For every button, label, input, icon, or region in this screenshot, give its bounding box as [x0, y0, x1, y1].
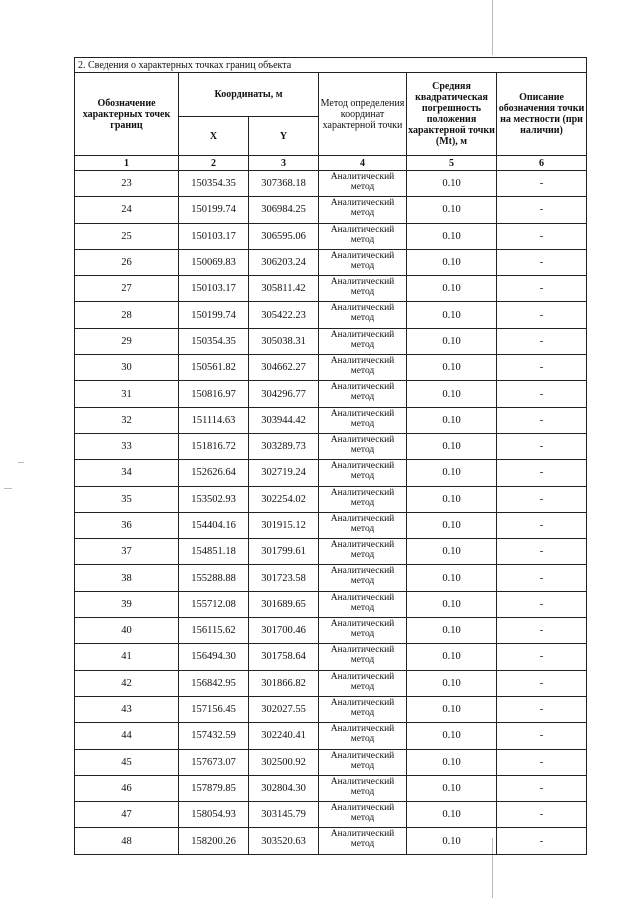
scan-artifact — [18, 462, 24, 463]
method-cell: Аналитический метод — [319, 749, 407, 775]
error-cell: 0.10 — [407, 591, 497, 617]
error-cell: 0.10 — [407, 486, 497, 512]
point-id-cell: 36 — [75, 512, 179, 538]
header-error: Средняя квадратическая погрешность положения характерной точки (Mt), м — [407, 73, 497, 156]
description-cell: - — [497, 802, 587, 828]
error-cell: 0.10 — [407, 723, 497, 749]
table-row — [75, 539, 587, 565]
header-x: X — [179, 117, 249, 156]
coord-x-cell: 154851.18 — [179, 539, 249, 565]
description-cell: - — [497, 433, 587, 459]
table-row — [75, 670, 587, 696]
coord-x-cell: 150199.74 — [179, 197, 249, 223]
coord-x-cell: 157673.07 — [179, 749, 249, 775]
point-id-cell: 39 — [75, 591, 179, 617]
coord-x-cell: 156842.95 — [179, 670, 249, 696]
table-row — [75, 276, 587, 302]
method-cell: Аналитический метод — [319, 591, 407, 617]
method-cell: Аналитический метод — [319, 723, 407, 749]
coord-y-cell: 306595.06 — [249, 223, 319, 249]
table-row — [75, 828, 587, 854]
error-cell: 0.10 — [407, 539, 497, 565]
point-id-cell: 27 — [75, 276, 179, 302]
coord-y-cell: 301723.58 — [249, 565, 319, 591]
point-id-cell: 44 — [75, 723, 179, 749]
coord-x-cell: 156115.62 — [179, 618, 249, 644]
description-cell: - — [497, 381, 587, 407]
coord-y-cell: 302254.02 — [249, 486, 319, 512]
table-row — [75, 460, 587, 486]
description-cell: - — [497, 223, 587, 249]
table-row — [75, 433, 587, 459]
table-row — [75, 749, 587, 775]
header-method: Метод определения координат характерной точки — [319, 73, 407, 156]
description-cell: - — [497, 197, 587, 223]
coord-x-cell: 155288.88 — [179, 565, 249, 591]
coord-x-cell: 150354.35 — [179, 171, 249, 197]
table-row — [75, 328, 587, 354]
coord-x-cell: 150199.74 — [179, 302, 249, 328]
table-row — [75, 775, 587, 801]
method-cell: Аналитический метод — [319, 618, 407, 644]
scan-artifact — [4, 488, 12, 489]
col-number: 2 — [179, 156, 249, 171]
description-cell: - — [497, 775, 587, 801]
table-row — [75, 407, 587, 433]
description-cell: - — [497, 644, 587, 670]
header-point: Обозначение характерных точек границ — [75, 73, 179, 156]
error-cell: 0.10 — [407, 828, 497, 854]
coord-y-cell: 304662.27 — [249, 355, 319, 381]
method-cell: Аналитический метод — [319, 460, 407, 486]
coord-y-cell: 302240.41 — [249, 723, 319, 749]
coord-y-cell: 303289.73 — [249, 433, 319, 459]
method-cell: Аналитический метод — [319, 355, 407, 381]
col-number: 1 — [75, 156, 179, 171]
coord-x-cell: 158054.93 — [179, 802, 249, 828]
coord-x-cell: 157156.45 — [179, 696, 249, 722]
table-row — [75, 723, 587, 749]
coord-x-cell: 155712.08 — [179, 591, 249, 617]
error-cell: 0.10 — [407, 433, 497, 459]
description-cell: - — [497, 328, 587, 354]
point-id-cell: 33 — [75, 433, 179, 459]
point-id-cell: 24 — [75, 197, 179, 223]
error-cell: 0.10 — [407, 381, 497, 407]
description-cell: - — [497, 565, 587, 591]
col-number: 5 — [407, 156, 497, 171]
point-id-cell: 30 — [75, 355, 179, 381]
coord-y-cell: 303944.42 — [249, 407, 319, 433]
coord-y-cell: 301799.61 — [249, 539, 319, 565]
header-coords: Координаты, м — [179, 73, 319, 117]
coord-x-cell: 151816.72 — [179, 433, 249, 459]
coord-x-cell: 150354.35 — [179, 328, 249, 354]
header-y: Y — [249, 117, 319, 156]
table-row — [75, 381, 587, 407]
point-id-cell: 46 — [75, 775, 179, 801]
description-cell: - — [497, 355, 587, 381]
table-row — [75, 197, 587, 223]
description-cell: - — [497, 460, 587, 486]
table-row — [75, 249, 587, 275]
method-cell: Аналитический метод — [319, 302, 407, 328]
coord-y-cell: 302804.30 — [249, 775, 319, 801]
point-id-cell: 43 — [75, 696, 179, 722]
description-cell: - — [497, 512, 587, 538]
method-cell: Аналитический метод — [319, 828, 407, 854]
point-id-cell: 34 — [75, 460, 179, 486]
coord-y-cell: 305422.23 — [249, 302, 319, 328]
coord-x-cell: 153502.93 — [179, 486, 249, 512]
description-cell: - — [497, 749, 587, 775]
method-cell: Аналитический метод — [319, 512, 407, 538]
point-id-cell: 35 — [75, 486, 179, 512]
col-number: 3 — [249, 156, 319, 171]
method-cell: Аналитический метод — [319, 486, 407, 512]
error-cell: 0.10 — [407, 223, 497, 249]
coord-x-cell: 151114.63 — [179, 407, 249, 433]
point-id-cell: 26 — [75, 249, 179, 275]
point-id-cell: 41 — [75, 644, 179, 670]
coord-y-cell: 303145.79 — [249, 802, 319, 828]
table-row — [75, 171, 587, 197]
error-cell: 0.10 — [407, 328, 497, 354]
error-cell: 0.10 — [407, 618, 497, 644]
coord-x-cell: 154404.16 — [179, 512, 249, 538]
error-cell: 0.10 — [407, 276, 497, 302]
point-id-cell: 29 — [75, 328, 179, 354]
col-number: 6 — [497, 156, 587, 171]
coord-y-cell: 302719.24 — [249, 460, 319, 486]
table-row — [75, 512, 587, 538]
description-cell: - — [497, 171, 587, 197]
coord-x-cell: 150816.97 — [179, 381, 249, 407]
coord-x-cell: 157432.59 — [179, 723, 249, 749]
coord-y-cell: 307368.18 — [249, 171, 319, 197]
description-cell: - — [497, 249, 587, 275]
point-id-cell: 38 — [75, 565, 179, 591]
method-cell: Аналитический метод — [319, 644, 407, 670]
method-cell: Аналитический метод — [319, 433, 407, 459]
description-cell: - — [497, 723, 587, 749]
method-cell: Аналитический метод — [319, 381, 407, 407]
error-cell: 0.10 — [407, 644, 497, 670]
coord-y-cell: 305811.42 — [249, 276, 319, 302]
coord-y-cell: 301700.46 — [249, 618, 319, 644]
error-cell: 0.10 — [407, 670, 497, 696]
point-id-cell: 42 — [75, 670, 179, 696]
coord-x-cell: 158200.26 — [179, 828, 249, 854]
point-id-cell: 40 — [75, 618, 179, 644]
table-row — [75, 486, 587, 512]
table-row — [75, 355, 587, 381]
method-cell: Аналитический метод — [319, 775, 407, 801]
method-cell: Аналитический метод — [319, 276, 407, 302]
method-cell: Аналитический метод — [319, 670, 407, 696]
coord-y-cell: 303520.63 — [249, 828, 319, 854]
method-cell: Аналитический метод — [319, 171, 407, 197]
method-cell: Аналитический метод — [319, 249, 407, 275]
error-cell: 0.10 — [407, 512, 497, 538]
method-cell: Аналитический метод — [319, 539, 407, 565]
point-id-cell: 45 — [75, 749, 179, 775]
method-cell: Аналитический метод — [319, 565, 407, 591]
point-id-cell: 23 — [75, 171, 179, 197]
method-cell: Аналитический метод — [319, 802, 407, 828]
point-id-cell: 48 — [75, 828, 179, 854]
boundary-points-table — [74, 57, 587, 855]
point-id-cell: 32 — [75, 407, 179, 433]
error-cell: 0.10 — [407, 460, 497, 486]
scan-artifact — [492, 0, 493, 55]
table-row — [75, 565, 587, 591]
coord-x-cell: 157879.85 — [179, 775, 249, 801]
coord-y-cell: 302500.92 — [249, 749, 319, 775]
error-cell: 0.10 — [407, 565, 497, 591]
description-cell: - — [497, 696, 587, 722]
error-cell: 0.10 — [407, 171, 497, 197]
point-id-cell: 25 — [75, 223, 179, 249]
description-cell: - — [497, 407, 587, 433]
coord-x-cell: 150561.82 — [179, 355, 249, 381]
error-cell: 0.10 — [407, 197, 497, 223]
table-row — [75, 223, 587, 249]
description-cell: - — [497, 591, 587, 617]
error-cell: 0.10 — [407, 249, 497, 275]
header-description: Описание обозначения точки на местности (при наличии) — [497, 73, 587, 156]
coord-x-cell: 150069.83 — [179, 249, 249, 275]
error-cell: 0.10 — [407, 775, 497, 801]
coord-x-cell: 152626.64 — [179, 460, 249, 486]
section-title: 2. Сведения о характерных точках границ объекта — [75, 58, 587, 73]
coord-x-cell: 150103.17 — [179, 276, 249, 302]
coord-y-cell: 305038.31 — [249, 328, 319, 354]
coord-x-cell: 156494.30 — [179, 644, 249, 670]
error-cell: 0.10 — [407, 355, 497, 381]
description-cell: - — [497, 670, 587, 696]
coord-y-cell: 304296.77 — [249, 381, 319, 407]
method-cell: Аналитический метод — [319, 328, 407, 354]
description-cell: - — [497, 539, 587, 565]
error-cell: 0.10 — [407, 302, 497, 328]
table-row — [75, 802, 587, 828]
description-cell: - — [497, 302, 587, 328]
method-cell: Аналитический метод — [319, 223, 407, 249]
coord-y-cell: 301915.12 — [249, 512, 319, 538]
coord-x-cell: 150103.17 — [179, 223, 249, 249]
table-row — [75, 302, 587, 328]
coord-y-cell: 306984.25 — [249, 197, 319, 223]
error-cell: 0.10 — [407, 749, 497, 775]
coord-y-cell: 301689.65 — [249, 591, 319, 617]
description-cell: - — [497, 276, 587, 302]
method-cell: Аналитический метод — [319, 696, 407, 722]
table-row — [75, 618, 587, 644]
table-row — [75, 644, 587, 670]
description-cell: - — [497, 486, 587, 512]
point-id-cell: 47 — [75, 802, 179, 828]
error-cell: 0.10 — [407, 802, 497, 828]
point-id-cell: 31 — [75, 381, 179, 407]
description-cell: - — [497, 828, 587, 854]
coord-y-cell: 306203.24 — [249, 249, 319, 275]
table-row — [75, 591, 587, 617]
method-cell: Аналитический метод — [319, 197, 407, 223]
error-cell: 0.10 — [407, 696, 497, 722]
description-cell: - — [497, 618, 587, 644]
error-cell: 0.10 — [407, 407, 497, 433]
table-row — [75, 696, 587, 722]
coord-y-cell: 302027.55 — [249, 696, 319, 722]
coord-y-cell: 301866.82 — [249, 670, 319, 696]
point-id-cell: 37 — [75, 539, 179, 565]
col-number: 4 — [319, 156, 407, 171]
coord-y-cell: 301758.64 — [249, 644, 319, 670]
point-id-cell: 28 — [75, 302, 179, 328]
method-cell: Аналитический метод — [319, 407, 407, 433]
